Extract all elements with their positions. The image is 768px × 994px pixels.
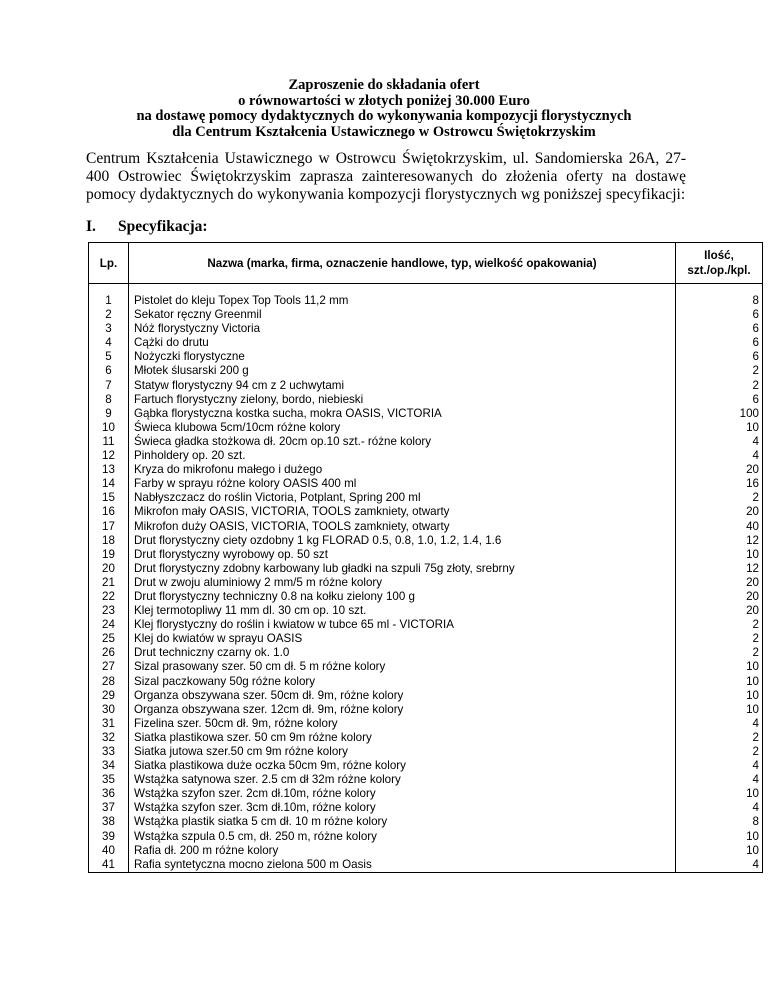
cell-quantity: 2 bbox=[676, 618, 763, 632]
cell-lp: 4 bbox=[89, 336, 129, 350]
cell-lp: 5 bbox=[89, 350, 129, 364]
cell-name: Wstążka szyfon szer. 2cm dł.10m, różne kolory bbox=[129, 787, 676, 801]
cell-name: Siatka plastikowa duże oczka 50cm 9m, różne kolory bbox=[129, 759, 676, 773]
header-lp: Lp. bbox=[89, 243, 129, 284]
cell-lp: 28 bbox=[89, 675, 129, 689]
table-row bbox=[89, 787, 763, 801]
cell-quantity: 10 bbox=[676, 421, 763, 435]
cell-quantity: 10 bbox=[676, 675, 763, 689]
cell-lp: 20 bbox=[89, 562, 129, 576]
cell-lp: 24 bbox=[89, 618, 129, 632]
specification-table bbox=[88, 242, 763, 873]
cell-name: Mikrofon mały OASIS, VICTORIA, TOOLS zamkniety, otwarty bbox=[129, 505, 676, 519]
cell-lp: 34 bbox=[89, 759, 129, 773]
cell-quantity: 2 bbox=[676, 364, 763, 378]
cell-quantity: 40 bbox=[676, 520, 763, 534]
cell-lp: 15 bbox=[89, 491, 129, 505]
cell-quantity: 16 bbox=[676, 477, 763, 491]
cell-quantity: 20 bbox=[676, 604, 763, 618]
cell-lp: 30 bbox=[89, 703, 129, 717]
section-heading bbox=[86, 218, 208, 236]
table-row bbox=[89, 322, 763, 336]
cell-quantity: 20 bbox=[676, 463, 763, 477]
cell-lp: 27 bbox=[89, 660, 129, 674]
table-row bbox=[89, 604, 763, 618]
cell-quantity: 4 bbox=[676, 773, 763, 787]
cell-name: Farby w sprayu różne kolory OASIS 400 ml bbox=[129, 477, 676, 491]
section-title: Specyfikacja: bbox=[118, 218, 208, 235]
cell-name: Statyw florystyczny 94 cm z 2 uchwytami bbox=[129, 379, 676, 393]
table-row bbox=[89, 491, 763, 505]
cell-quantity: 6 bbox=[676, 308, 763, 322]
table-row bbox=[89, 844, 763, 858]
cell-lp: 12 bbox=[89, 449, 129, 463]
cell-lp: 36 bbox=[89, 787, 129, 801]
cell-quantity: 10 bbox=[676, 689, 763, 703]
cell-name: Organza obszywana szer. 50cm dł. 9m, różne kolory bbox=[129, 689, 676, 703]
cell-name: Cążki do drutu bbox=[129, 336, 676, 350]
table-row bbox=[89, 477, 763, 491]
cell-lp: 25 bbox=[89, 632, 129, 646]
header-name: Nazwa (marka, firma, oznaczenie handlowe, typ, wielkość opakowania) bbox=[129, 243, 676, 284]
table-row bbox=[89, 520, 763, 534]
table-row bbox=[89, 364, 763, 378]
cell-lp: 21 bbox=[89, 576, 129, 590]
table-row bbox=[89, 675, 763, 689]
title-line-3: na dostawę pomocy dydaktycznych do wykonywania kompozycji florystycznych bbox=[136, 108, 632, 124]
cell-lp: 41 bbox=[89, 858, 129, 873]
cell-lp: 13 bbox=[89, 463, 129, 477]
table-row bbox=[89, 731, 763, 745]
table-row bbox=[89, 379, 763, 393]
cell-quantity: 10 bbox=[676, 787, 763, 801]
cell-quantity: 2 bbox=[676, 731, 763, 745]
cell-name: Nabłyszczacz do roślin Victoria, Potplant, Spring 200 ml bbox=[129, 491, 676, 505]
table-row bbox=[89, 815, 763, 829]
cell-quantity: 2 bbox=[676, 491, 763, 505]
cell-lp: 31 bbox=[89, 717, 129, 731]
table-row bbox=[89, 308, 763, 322]
cell-lp: 40 bbox=[89, 844, 129, 858]
cell-name: Wstążka plastik siatka 5 cm dł. 10 m różne kolory bbox=[129, 815, 676, 829]
cell-name: Siatka jutowa szer.50 cm 9m różne kolory bbox=[129, 745, 676, 759]
cell-lp: 22 bbox=[89, 590, 129, 604]
cell-lp: 39 bbox=[89, 830, 129, 844]
cell-name: Klej florystyczny do roślin i kwiatow w tubce 65 ml - VICTORIA bbox=[129, 618, 676, 632]
table-row bbox=[89, 407, 763, 421]
cell-name: Pinholdery op. 20 szt. bbox=[129, 449, 676, 463]
cell-quantity: 4 bbox=[676, 449, 763, 463]
cell-quantity: 8 bbox=[676, 815, 763, 829]
cell-name: Sizal paczkowany 50g różne kolory bbox=[129, 675, 676, 689]
cell-lp: 1 bbox=[89, 284, 129, 309]
table-row bbox=[89, 830, 763, 844]
header-quantity-line-2: szt./op./kpl. bbox=[687, 264, 751, 277]
cell-name: Rafia dł. 200 m różne kolory bbox=[129, 844, 676, 858]
cell-lp: 16 bbox=[89, 505, 129, 519]
table-row bbox=[89, 505, 763, 519]
table-row bbox=[89, 703, 763, 717]
cell-quantity: 20 bbox=[676, 590, 763, 604]
cell-quantity: 4 bbox=[676, 858, 763, 873]
cell-name: Drut florystyczny techniczny 0.8 na kołku zielony 100 g bbox=[129, 590, 676, 604]
table-row bbox=[89, 463, 763, 477]
table-row bbox=[89, 858, 763, 873]
cell-lp: 3 bbox=[89, 322, 129, 336]
table-row bbox=[89, 284, 763, 309]
cell-quantity: 20 bbox=[676, 505, 763, 519]
cell-quantity: 10 bbox=[676, 548, 763, 562]
intro-paragraph: Centrum Kształcenia Ustawicznego w Ostrowcu Świętokrzyskim, ul. Sandomierska 26A, 27-400 Ostrowiec Świętokrzyskim zaprasza zainteresowanych do złożenia oferty na dostawę pomocy dydaktycznych do wykonywania kompozycji florystycznych wg poniższej specyfikacji: bbox=[86, 150, 686, 203]
cell-name: Organza obszywana szer. 12cm dł. 9m, różne kolory bbox=[129, 703, 676, 717]
table-row bbox=[89, 618, 763, 632]
cell-name: Klej do kwiatów w sprayu OASIS bbox=[129, 632, 676, 646]
cell-lp: 29 bbox=[89, 689, 129, 703]
cell-quantity: 10 bbox=[676, 844, 763, 858]
cell-quantity: 8 bbox=[676, 284, 763, 309]
table-row bbox=[89, 336, 763, 350]
cell-name: Drut florystyczny ciety ozdobny 1 kg FLORAD 0.5, 0.8, 1.0, 1.2, 1.4, 1.6 bbox=[129, 534, 676, 548]
cell-quantity: 12 bbox=[676, 534, 763, 548]
cell-lp: 19 bbox=[89, 548, 129, 562]
table-row bbox=[89, 435, 763, 449]
cell-name: Świeca gładka stożkowa dł. 20cm op.10 szt.- różne kolory bbox=[129, 435, 676, 449]
cell-lp: 35 bbox=[89, 773, 129, 787]
cell-name: Pistolet do kleju Topex Top Tools 11,2 mm bbox=[129, 284, 676, 309]
cell-quantity: 6 bbox=[676, 336, 763, 350]
cell-quantity: 6 bbox=[676, 350, 763, 364]
table-row bbox=[89, 745, 763, 759]
table-row bbox=[89, 548, 763, 562]
cell-lp: 18 bbox=[89, 534, 129, 548]
table-row bbox=[89, 632, 763, 646]
table-row bbox=[89, 773, 763, 787]
cell-quantity: 2 bbox=[676, 632, 763, 646]
cell-name: Wstążka szyfon szer. 3cm dł.10m, różne kolory bbox=[129, 801, 676, 815]
cell-lp: 2 bbox=[89, 308, 129, 322]
header-quantity-line-1: Ilość, bbox=[704, 249, 734, 262]
cell-quantity: 6 bbox=[676, 393, 763, 407]
cell-name: Klej termotopliwy 11 mm dl. 30 cm op. 10 szt. bbox=[129, 604, 676, 618]
document-title bbox=[80, 78, 688, 140]
cell-lp: 10 bbox=[89, 421, 129, 435]
cell-quantity: 100 bbox=[676, 407, 763, 421]
cell-quantity: 4 bbox=[676, 717, 763, 731]
cell-lp: 14 bbox=[89, 477, 129, 491]
table-row bbox=[89, 576, 763, 590]
cell-quantity: 10 bbox=[676, 703, 763, 717]
cell-lp: 37 bbox=[89, 801, 129, 815]
cell-quantity: 10 bbox=[676, 830, 763, 844]
table-row bbox=[89, 717, 763, 731]
cell-name: Nożyczki florystyczne bbox=[129, 350, 676, 364]
title-line-2: o równowartości w złotych poniżej 30.000 Euro bbox=[238, 92, 530, 109]
cell-lp: 7 bbox=[89, 379, 129, 393]
cell-lp: 6 bbox=[89, 364, 129, 378]
cell-lp: 8 bbox=[89, 393, 129, 407]
cell-name: Drut florystyczny zdobny karbowany lub gładki na szpuli 75g złoty, srebrny bbox=[129, 562, 676, 576]
table-row bbox=[89, 421, 763, 435]
cell-name: Mikrofon duży OASIS, VICTORIA, TOOLS zamkniety, otwarty bbox=[129, 520, 676, 534]
cell-lp: 26 bbox=[89, 646, 129, 660]
cell-lp: 32 bbox=[89, 731, 129, 745]
title-line-1: Zaproszenie do składania ofert bbox=[288, 77, 480, 93]
table-row bbox=[89, 646, 763, 660]
cell-lp: 9 bbox=[89, 407, 129, 421]
cell-name: Sizal prasowany szer. 50 cm dł. 5 m różne kolory bbox=[129, 660, 676, 674]
cell-name: Wstążka satynowa szer. 2.5 cm dł 32m różne kolory bbox=[129, 773, 676, 787]
table-row bbox=[89, 350, 763, 364]
cell-quantity: 4 bbox=[676, 759, 763, 773]
table-row bbox=[89, 689, 763, 703]
cell-name: Kryza do mikrofonu małego i dużego bbox=[129, 463, 676, 477]
cell-name: Gąbka florystyczna kostka sucha, mokra OASIS, VICTORIA bbox=[129, 407, 676, 421]
cell-quantity: 12 bbox=[676, 562, 763, 576]
cell-name: Sekator ręczny Greenmil bbox=[129, 308, 676, 322]
header-quantity bbox=[676, 243, 763, 284]
cell-name: Drut w zwoju aluminiowy 2 mm/5 m różne kolory bbox=[129, 576, 676, 590]
table-row bbox=[89, 562, 763, 576]
table-body bbox=[89, 284, 763, 873]
cell-name: Drut techniczny czarny ok. 1.0 bbox=[129, 646, 676, 660]
cell-name: Nóż florystyczny Victoria bbox=[129, 322, 676, 336]
cell-lp: 11 bbox=[89, 435, 129, 449]
cell-quantity: 2 bbox=[676, 379, 763, 393]
cell-name: Fartuch florystyczny zielony, bordo, niebieski bbox=[129, 393, 676, 407]
table-row bbox=[89, 660, 763, 674]
cell-name: Wstążka szpula 0.5 cm, dł. 250 m, różne kolory bbox=[129, 830, 676, 844]
cell-name: Świeca klubowa 5cm/10cm różne kolory bbox=[129, 421, 676, 435]
table-row bbox=[89, 801, 763, 815]
cell-name: Rafia syntetyczna mocno zielona 500 m Oasis bbox=[129, 858, 676, 873]
table-row bbox=[89, 393, 763, 407]
cell-quantity: 4 bbox=[676, 435, 763, 449]
cell-quantity: 4 bbox=[676, 801, 763, 815]
cell-quantity: 20 bbox=[676, 576, 763, 590]
cell-name: Siatka plastikowa szer. 50 cm 9m różne kolory bbox=[129, 731, 676, 745]
table-row bbox=[89, 534, 763, 548]
table-row bbox=[89, 759, 763, 773]
cell-name: Fizelina szer. 50cm dł. 9m, różne kolory bbox=[129, 717, 676, 731]
cell-lp: 33 bbox=[89, 745, 129, 759]
cell-quantity: 2 bbox=[676, 646, 763, 660]
table-row bbox=[89, 449, 763, 463]
cell-name: Młotek ślusarski 200 g bbox=[129, 364, 676, 378]
cell-lp: 17 bbox=[89, 520, 129, 534]
section-number: I. bbox=[86, 218, 96, 235]
table-header-row bbox=[89, 243, 763, 284]
title-line-4: dla Centrum Kształcenia Ustawicznego w Ostrowcu Świętokrzyskim bbox=[172, 123, 596, 140]
table-row bbox=[89, 590, 763, 604]
cell-quantity: 2 bbox=[676, 745, 763, 759]
cell-quantity: 6 bbox=[676, 322, 763, 336]
cell-lp: 23 bbox=[89, 604, 129, 618]
cell-name: Drut florystyczny wyrobowy op. 50 szt bbox=[129, 548, 676, 562]
cell-quantity: 10 bbox=[676, 660, 763, 674]
cell-lp: 38 bbox=[89, 815, 129, 829]
